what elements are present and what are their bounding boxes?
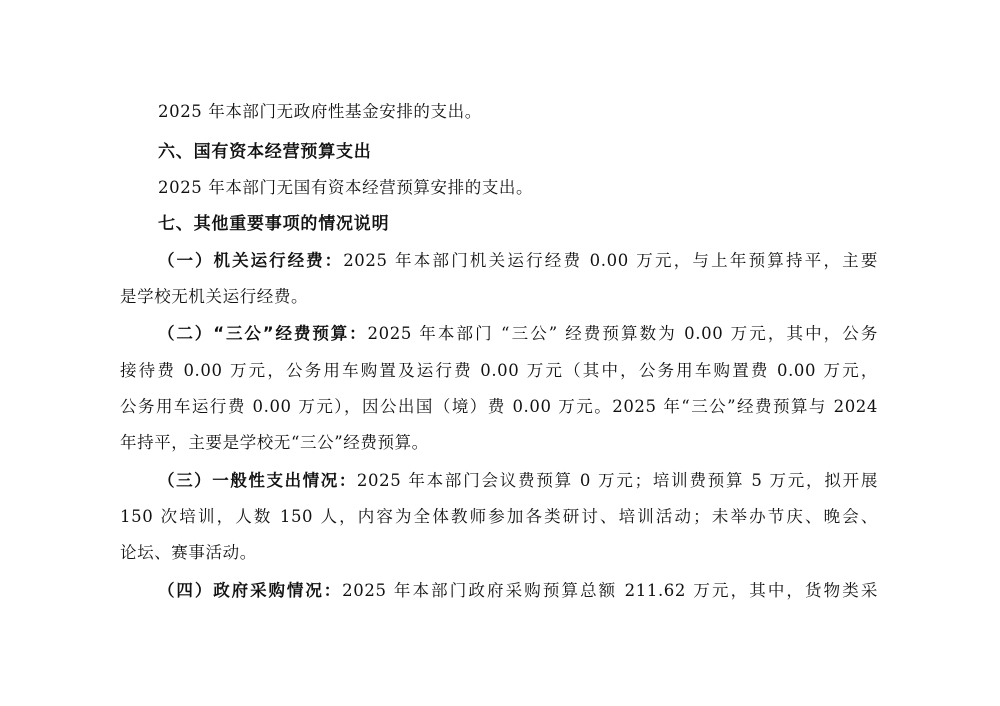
heading-section-6: 六、国有资本经营预算支出 xyxy=(158,142,372,162)
item-4-line-1 xyxy=(158,580,878,602)
item-2-line-3: 公务用车运行费 0.00 万元），因公出国（境）费 0.00 万元。2025 年“三公”经费预算与 2024 xyxy=(120,397,878,416)
item-4-label: （四）政府采购情况： xyxy=(158,581,343,600)
item-3-label: （三）一般性支出情况： xyxy=(158,471,357,490)
text-line: 2025 年本部门无国有资本经营预算安排的支出。 xyxy=(158,178,534,197)
item-2-line-4: 年持平，主要是学校无“三公”经费预算。 xyxy=(120,433,429,452)
item-1-line-1 xyxy=(158,250,878,272)
item-2-text: 2025 年本部门 “三公” 经费预算数为 0.00 万元，其中，公务 xyxy=(367,324,878,343)
paragraph-state-capital xyxy=(158,177,533,199)
item-1-label: （一）机关运行经费： xyxy=(158,251,344,270)
paragraph-fund-expenditure xyxy=(158,101,482,123)
item-2-line-2: 接待费 0.00 万元，公务用车购置及运行费 0.00 万元（其中，公务用车购置费 0.00 万元， xyxy=(120,361,878,380)
item-3-line-2: 150 次培训，人数 150 人，内容为全体教师参加各类研讨、培训活动；未举办节庆、晚会、 xyxy=(120,507,878,526)
item-3-line-1 xyxy=(158,470,878,492)
item-3-line-3: 论坛、赛事活动。 xyxy=(120,543,257,562)
item-2-label: （二）“三公”经费预算： xyxy=(158,324,368,343)
item-2-line-1 xyxy=(158,323,878,345)
text-line: 2025 年本部门无政府性基金安排的支出。 xyxy=(158,102,482,121)
item-4-text: 2025 年本部门政府采购预算总额 211.62 万元，其中，货物类采 xyxy=(342,581,878,600)
item-1-text: 2025 年本部门机关运行经费 0.00 万元，与上年预算持平，主要 xyxy=(343,251,878,270)
item-3-text: 2025 年本部门会议费预算 0 万元；培训费预算 5 万元，拟开展 xyxy=(356,471,878,490)
heading-section-7: 七、其他重要事项的情况说明 xyxy=(158,214,390,234)
item-1-line-2: 是学校无机关运行经费。 xyxy=(120,287,309,306)
